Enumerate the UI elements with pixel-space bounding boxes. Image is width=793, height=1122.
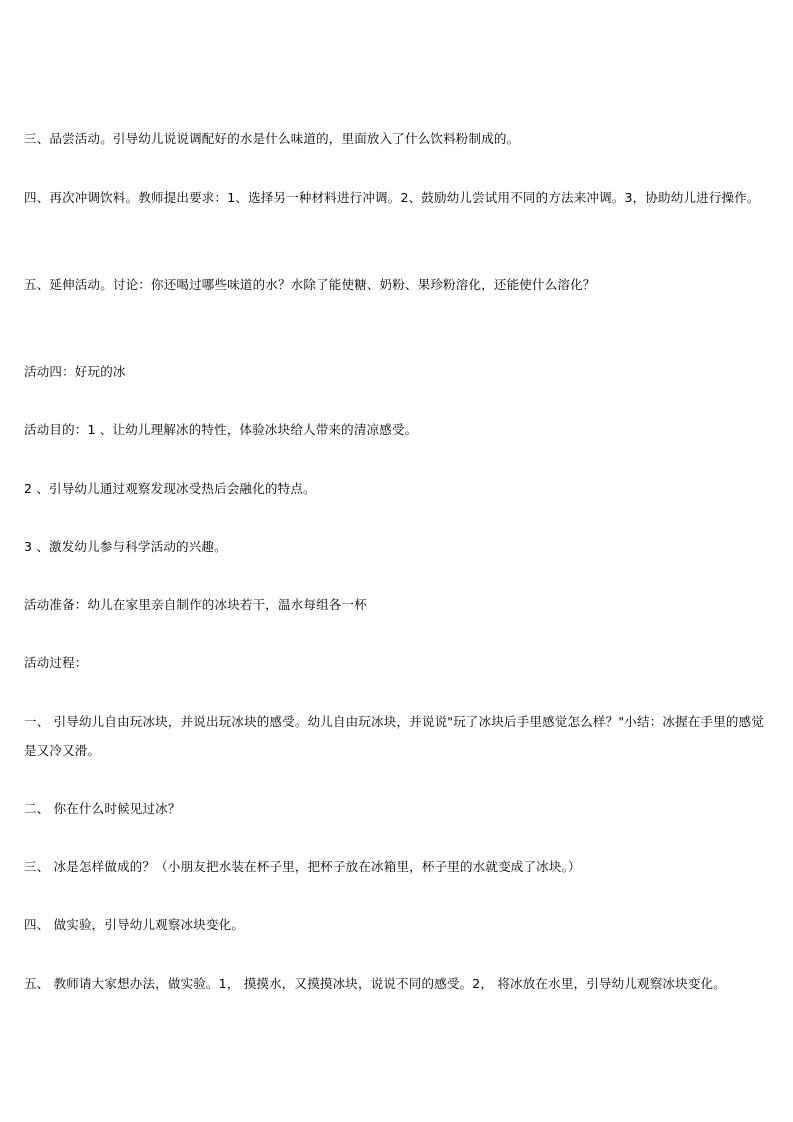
activity-process-heading: 活动过程： [24,655,88,670]
paragraph-remix-drink: 四、再次冲调饮料。教师提出要求：1、选择另一种材料进行冲调。2、鼓励幼儿尝试用不同的方法来冲调。3，协助幼儿进行操作。 [24,190,760,205]
activity-goal-2: 2 、引导幼儿通过观察发现冰受热后会融化的特点。 [24,481,316,496]
process-step-1: 一、 引导幼儿自由玩冰块，并说出玩冰块的感受。幼儿自由玩冰块，并说说"玩了冰块后手里感觉怎么样？"小结：冰握在手里的感觉是又冷又滑。 [24,714,764,758]
process-step-5: 五、 教师请大家想办法，做实验。1， 摸摸水，又摸摸冰块，说说不同的感受。2， 将冰放在水里，引导幼儿观察冰块变化。 [24,976,726,991]
process-step-2: 二、 你在什么时候见过冰？ [24,801,181,816]
activity-goal-3: 3 、激发幼儿参与科学活动的兴趣。 [24,539,227,554]
process-step-3: 三、 冰是怎样做成的？（小朋友把水装在杯子里，把杯子放在冰箱里，杯子里的水就变成了冰块。） [24,859,581,874]
activity-four-title: 活动四：好玩的冰 [24,364,126,379]
paragraph-tasting-activity: 三、品尝活动。引导幼儿说说调配好的水是什么味道的，里面放入了什么饮料粉制成的。 [24,131,520,146]
paragraph-extension-activity: 五、延伸活动。讨论：你还喝过哪些味道的水？水除了能使糖、奶粉、果珍粉溶化，还能使什么溶化？ [24,277,596,292]
activity-preparation: 活动准备：幼儿在家里亲自制作的冰块若干，温水每组各一杯 [24,597,367,612]
process-step-4: 四、 做实验，引导幼儿观察冰块变化。 [24,917,245,932]
activity-goal-1: 活动目的：1 、让幼儿理解冰的特性，体验冰块给人带来的清凉感受。 [24,422,418,437]
